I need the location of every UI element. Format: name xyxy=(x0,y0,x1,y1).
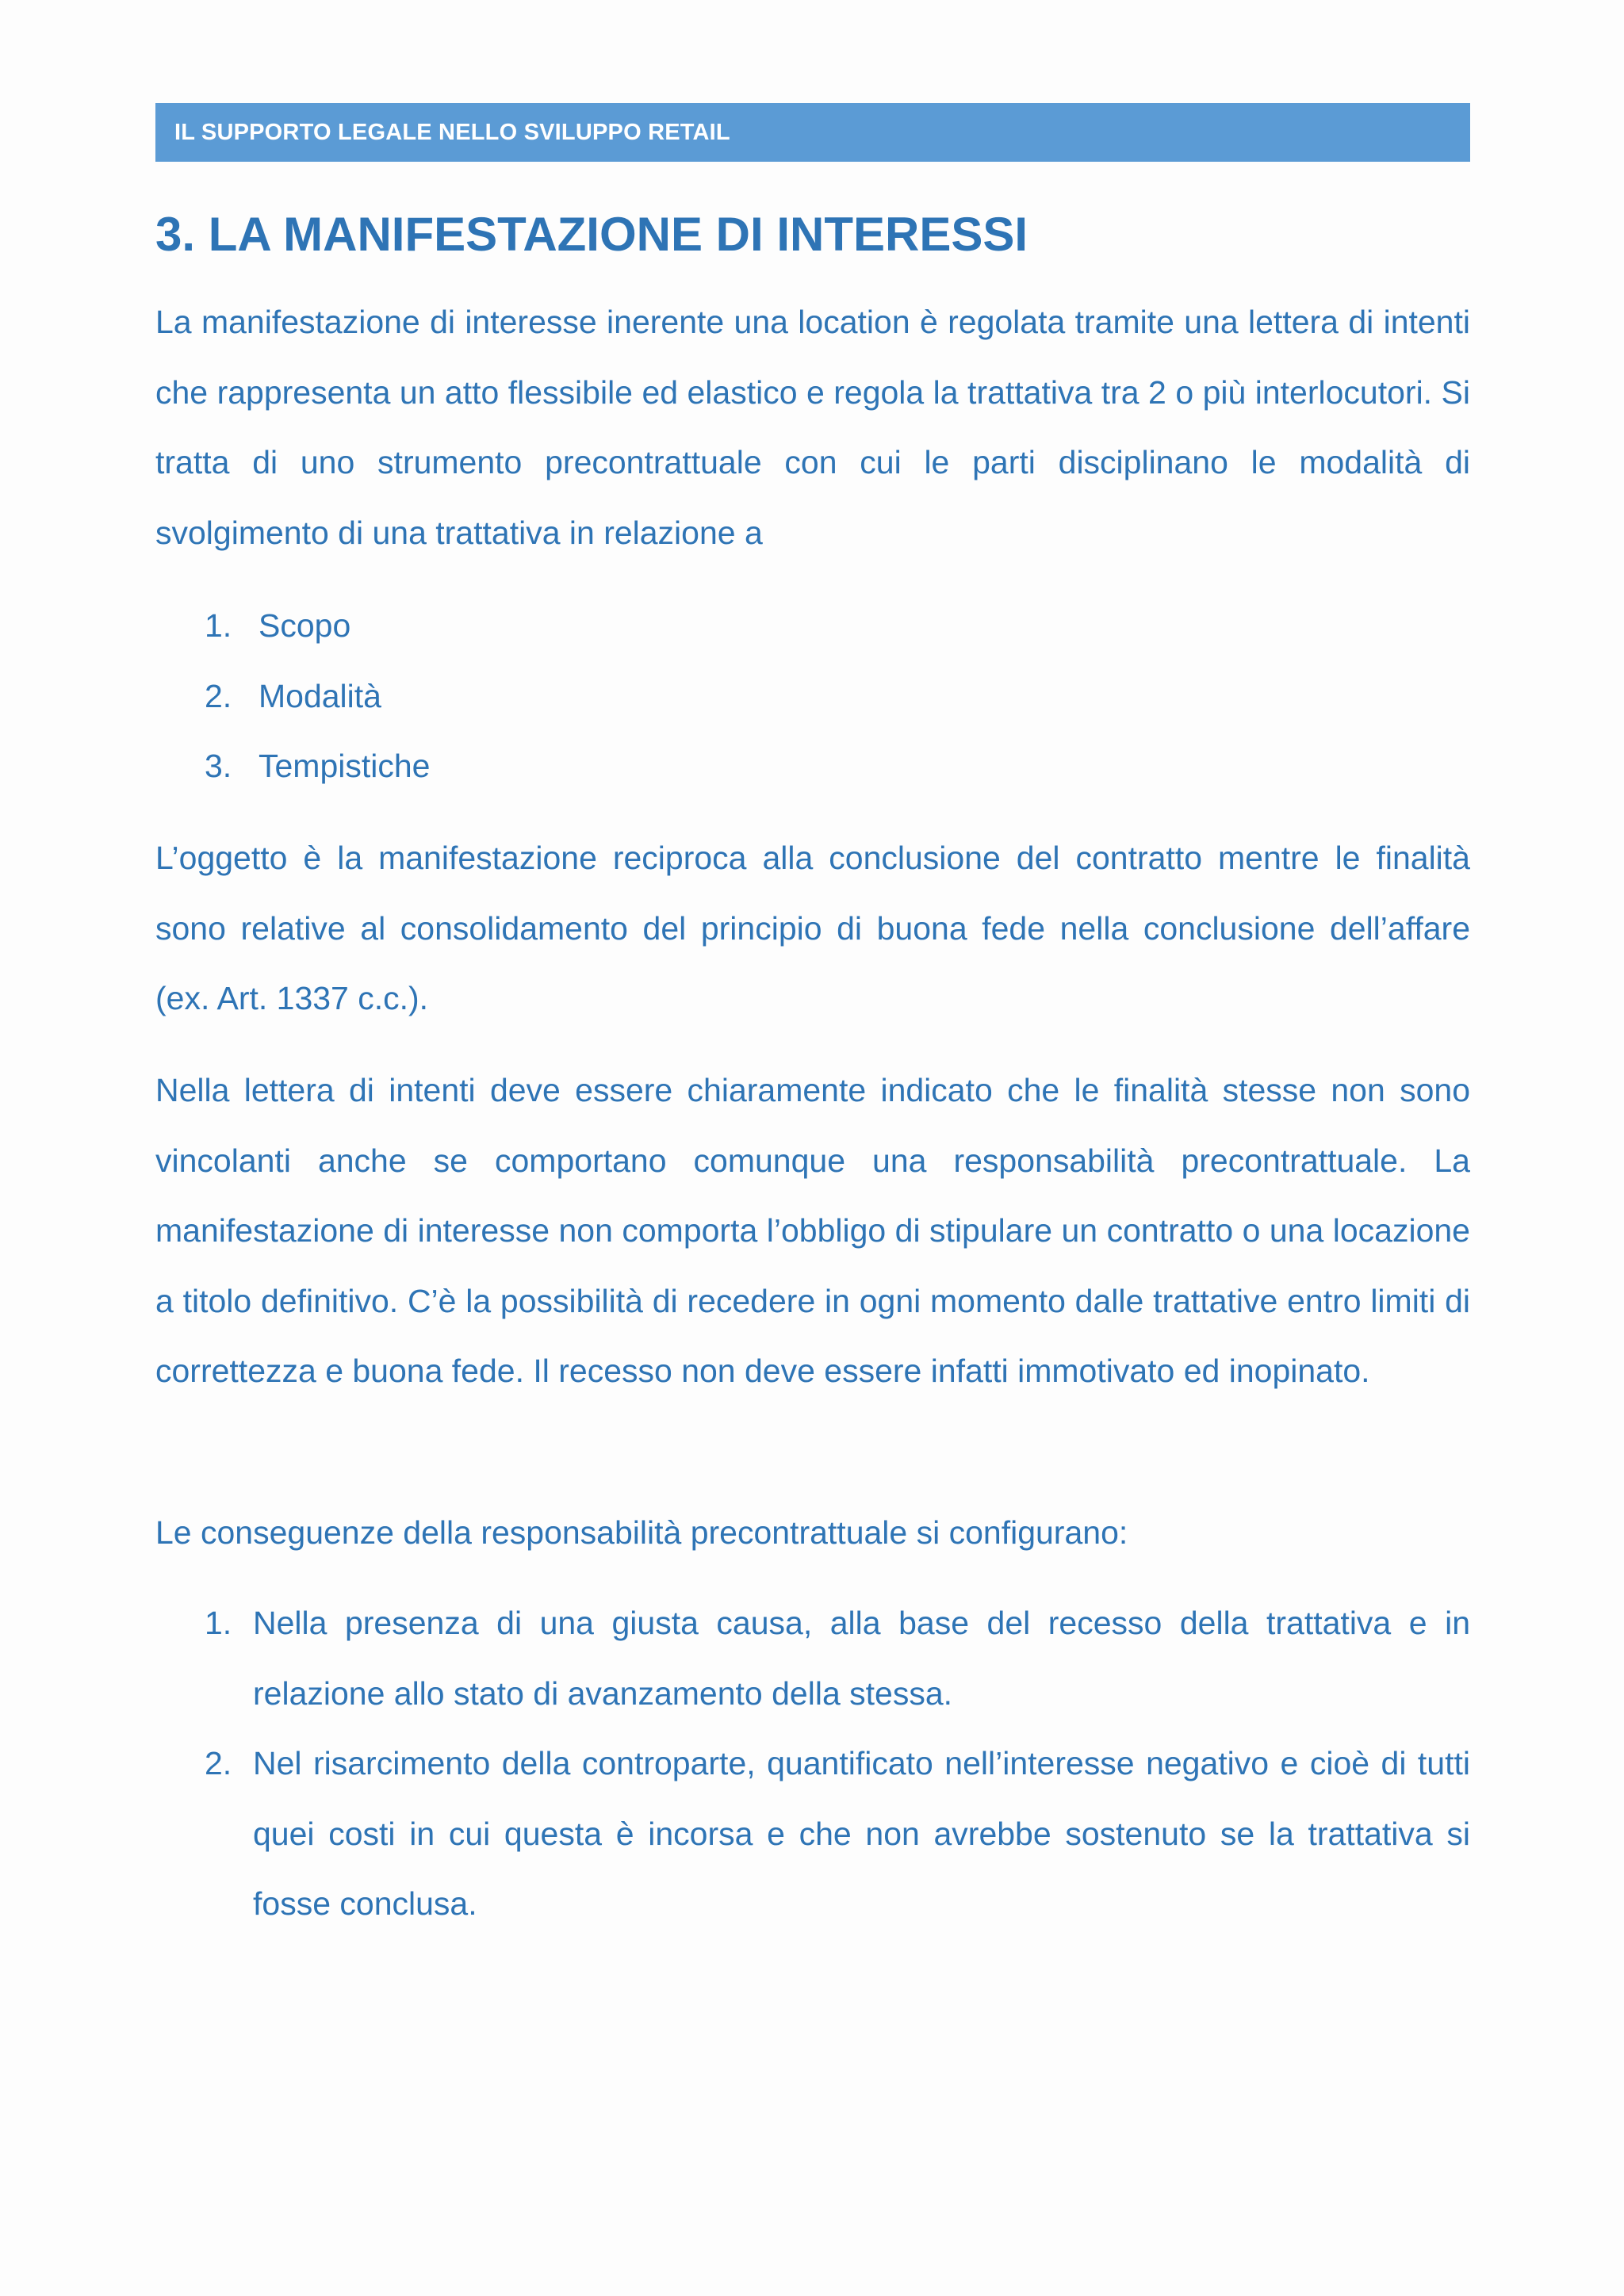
body-block-4 xyxy=(155,1498,1470,1568)
list-item xyxy=(155,661,1470,732)
numbered-list-aspects xyxy=(155,591,1470,802)
list-item-text: Nella presenza di una giusta causa, alla base del recesso della trattativa e in relazione allo stato di avanzamento della stessa. xyxy=(253,1605,1470,1712)
running-header-bar xyxy=(155,103,1470,162)
list-item-text: Tempistiche xyxy=(259,748,431,784)
list-item-number: 2. xyxy=(205,1745,232,1781)
list-item xyxy=(155,1728,1470,1939)
list-item-number: 2. xyxy=(205,677,232,714)
numbered-list-consequences xyxy=(155,1588,1470,1939)
list-item xyxy=(155,591,1470,661)
list-item-number: 1. xyxy=(205,1605,232,1641)
paragraph-oggetto: L’oggetto è la manifestazione reciproca alla conclusione del contratto mentre le finalità sono relative al consolidamento del principio di buona fede nella conclusione dell’affare (ex. Art. 1337 c.c.). xyxy=(155,840,1470,1016)
list-item-text: Modalità xyxy=(259,677,381,714)
body-block-1 xyxy=(155,287,1470,568)
body-block-3 xyxy=(155,1055,1470,1406)
list-block-1 xyxy=(155,591,1470,802)
list-item-text: Scopo xyxy=(259,607,351,644)
body-block-2 xyxy=(155,823,1470,1034)
paragraph-conseguenze: Le conseguenze della responsabilità precontrattuale si configurano: xyxy=(155,1514,1128,1551)
section-title: 3. LA MANIFESTAZIONE DI INTERESSI xyxy=(155,208,1028,261)
list-item xyxy=(155,1588,1470,1728)
list-item xyxy=(155,731,1470,802)
paragraph-intro: La manifestazione di interesse inerente una location è regolata tramite una lettera di intenti che rappresenta un atto flessibile ed elastico e regola la trattativa tra 2 o più interlocutori. Si tratta di uno strumento precontrattuale con cui le parti disciplinano le modalità di svolgimento di una trattativa in relazione a xyxy=(155,304,1470,551)
running-header-title: IL SUPPORTO LEGALE NELLO SVILUPPO RETAIL xyxy=(174,119,730,145)
list-item-number: 3. xyxy=(205,748,232,784)
paragraph-lettera-intenti: Nella lettera di intenti deve essere chiaramente indicato che le finalità stesse non sono vincolanti anche se comportano comunque una responsabilità precontrattuale. La manifestazione di interesse non comporta l’obbligo di stipulare un contratto o una locazione a titolo definitivo. C’è la possibilità di recedere in ogni momento dalle trattative entro limiti di correttezza e buona fede. Il recesso non deve essere infatti immotivato ed inopinato. xyxy=(155,1072,1470,1389)
list-item-text: Nel risarcimento della controparte, quantificato nell’interesse negativo e cioè di tutti quei costi in cui questa è incorsa e che non avrebbe sostenuto se la trattativa si fosse conclusa. xyxy=(253,1745,1470,1922)
list-item-number: 1. xyxy=(205,607,232,644)
list-block-2 xyxy=(155,1588,1470,1939)
